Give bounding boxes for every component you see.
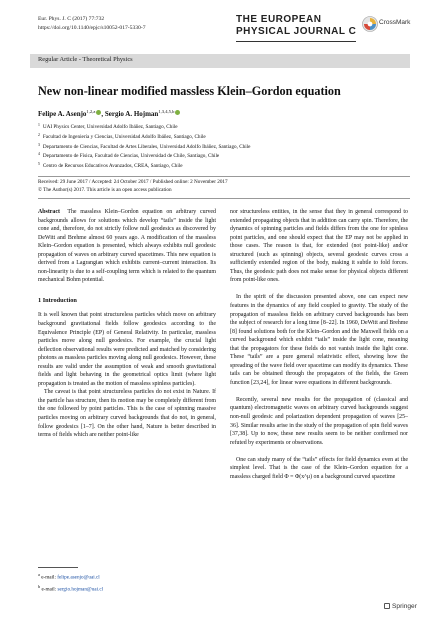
right-column bbox=[230, 208, 408, 481]
abstract-label: Abstract bbox=[38, 209, 60, 215]
journal-name-line2: PHYSICAL JOURNAL C bbox=[236, 26, 357, 37]
affiliation-item: $^3$ Departamento de Ciencias, Facultad de Artes Liberales, Universidad Adolfo Ibáñez, Santiago, Chile bbox=[38, 142, 251, 150]
affiliation-item: $^2$ Facultad de Ingeniería y Ciencias, Universidad Adolfo Ibáñez, Santiago, Chile bbox=[38, 132, 206, 140]
orcid-icon[interactable] bbox=[175, 110, 180, 115]
affiliation-list bbox=[38, 122, 251, 171]
affiliation-item: $^1$ UAI Physics Center, Universidad Adolfo Ibáñez, Santiago, Chile bbox=[38, 123, 178, 130]
body-paragraph: nor structureless entities, in the sense that they in general correspond to extended propagating objects that in addition can carry spin. Therefore, the dynamics of spinning particles and fields differs from the one for spinless point particles, and one should expect that the EP may not be applied in those cases. The reason is that, for extended (not point-like) and/or structured (such as spinning) objects, several geodesic curves cross a sufficiently extended region of the body, making it subtle to fold forces. Thus, the geodesic path does not make sense for physical objects different from point-like ones. bbox=[230, 209, 408, 284]
footnote-item: $^a$ e-mail: felipe.asenjo@uai.cl bbox=[38, 572, 100, 581]
journal-name-line1: THE EUROPEAN bbox=[236, 14, 322, 25]
article-title: New non-linear modified massless Klein–Gordon equation bbox=[38, 84, 341, 98]
footnote-item: $^b$ e-mail: sergio.hojman@uai.cl bbox=[38, 583, 104, 593]
orcid-icon[interactable] bbox=[96, 110, 101, 115]
affiliation-item: $^5$ Centro de Recursos Educativos Avanzados, CREA, Santiago, Chile bbox=[38, 162, 183, 170]
citation-block bbox=[38, 15, 146, 32]
publisher-name: Springer bbox=[392, 603, 417, 610]
journal-masthead bbox=[236, 14, 356, 44]
citation-journal: Eur. Phys. J. C (2017) 77:732 bbox=[38, 16, 105, 22]
publication-dates bbox=[38, 179, 228, 194]
abstract-text: The massless Klein–Gordon equation on arbitrary curved backgrounds allows for solutions which develop “tails” inside the light cone and, therefore, do not strictly follow null geodesics as discovered by DeWitt and Brehme almost 60 years ago. A modification of the massless Klein–Gordon equation is presented, which always exhibits null geodesic propagation of waves on arbitrary curved spacetimes. This new equation is derived from a Lagrangian which exhibits current–current interaction. Its non-linearity is due to a self-coupling term which is related to the quantum mechanical Bohm potential. bbox=[38, 209, 216, 284]
article-type: Regular Article - Theoretical Physics bbox=[38, 56, 133, 63]
footnote-rule bbox=[38, 567, 78, 568]
masthead-rule bbox=[236, 41, 356, 42]
crossmark-badge[interactable] bbox=[362, 16, 412, 38]
crossmark-label: CrossMark bbox=[379, 19, 411, 26]
body-paragraph: It is well known that point structureless particles which move on arbitrary background gravitational fields follow geodesics according to the Equivalence Principle (EP) of General Relativity. In particular, massless particles move along null geodesics. For example, the crucial light deflection observational results were predicted and matched by considering photons as massless particles moving along null geodesics. However, these results are valid under the assumption of weak and smooth gravitational fields and light behaving in the geometrical optics limit (where light propagation is treated as the motion of massless spinless particles). bbox=[38, 312, 216, 387]
history-dates: Received: 29 June 2017 / Accepted: 24 October 2017 / Published online: 2 November 2017 bbox=[38, 179, 228, 185]
crossmark-icon bbox=[362, 16, 378, 32]
affiliation-item: $^4$ Departamento de Física, Facultad de Ciencias, Universidad de Chile, Santiago, Chile bbox=[38, 152, 220, 160]
footnotes bbox=[38, 571, 103, 594]
left-column bbox=[38, 208, 216, 440]
body-paragraph: In the spirit of the discussion presented above, one can expect new features in the dynamics of any field coupled to gravity. The study of the propagation of massless fields on arbitrary curved backgrounds has been the subject of research for a long time [8–22]. In 1960, DeWitt and Brehme [8] found solutions both for the Klein–Gordon and the Maxwell fields on a curved background which exhibit “tails” inside the light cone, meaning that the propagators for these fields do not vanish inside the light cone. These “tails” are a pure general relativistic effect, showing how the spreading of the wave field over spacetime can modify its dynamics. These tails can be obtained through the propagators of the fields, the Green function [23,24], for linear wave equations in different backgrounds. bbox=[230, 294, 408, 386]
publisher-logo bbox=[384, 603, 417, 610]
author-affil-marks: 1,3,4,5,b bbox=[158, 109, 175, 114]
body-paragraph: Recently, several new results for the propagation of (classical and quantum) electromagnetic waves on arbitrary curved backgrounds suggest non-null geodesic and polarization dependent propagation of waves [25–36]. Similar results arise in the study of the propagation of spin field waves [37,38]. Up to now, these new results seem to be neither confirmed nor refuted by experiments or observations. bbox=[230, 396, 408, 446]
body-paragraph: The caveat is that point structureless particles do not exist in Nature. If the particle has structure, then its motion may be completely different from the one followed by point particles. This is the case of spinning massive particles moving on arbitrary curved backgrounds that do not, in general, follow geodesics [1–7]. On the other hand, Nature is better described in terms of fields which are neither point-like bbox=[38, 389, 216, 439]
section-heading: 1 Introduction bbox=[38, 296, 77, 304]
divider bbox=[38, 198, 410, 199]
divider bbox=[38, 176, 410, 177]
abstract bbox=[38, 208, 216, 285]
article-type-bar bbox=[30, 54, 410, 68]
body-paragraph: One can study many of the “tails” effects for field dynamics even at the simplest level. That is the case of the Klein–Gordon equation for a massless charged field Φ = Φ(x^μ) on a background curved spacetime bbox=[230, 456, 408, 480]
author-name[interactable]: Sergio A. Hojman bbox=[104, 110, 159, 118]
citation-doi[interactable]: https://doi.org/10.1140/epjc/s10052-017-5330-7 bbox=[38, 24, 146, 31]
email-link[interactable]: sergio.hojman@uai.cl bbox=[57, 586, 104, 593]
author-affil-marks: 1,2,a bbox=[86, 109, 96, 114]
author-list: Felipe A. Asenjo$^{1,2,a}$ , Sergio A. Hojman$^{1,3,4,5,b}$ bbox=[38, 109, 180, 118]
email-link[interactable]: felipe.asenjo@uai.cl bbox=[57, 574, 100, 581]
author-name[interactable]: Felipe A. Asenjo bbox=[38, 110, 87, 118]
springer-horse-icon bbox=[384, 603, 390, 609]
copyright-line: © The Author(s) 2017. This article is an open access publication bbox=[38, 186, 172, 193]
